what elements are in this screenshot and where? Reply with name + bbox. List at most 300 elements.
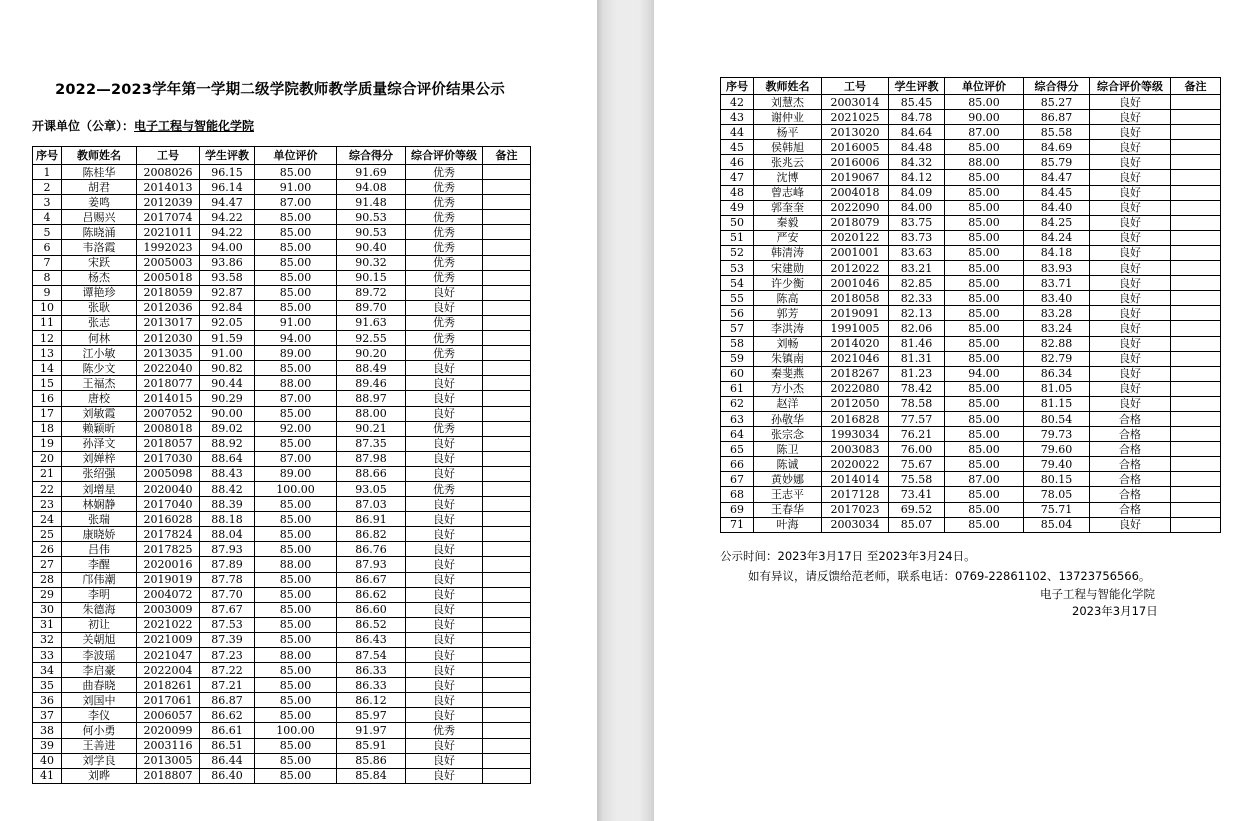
cell-remark [483, 587, 531, 602]
cell-unit-eval: 85.00 [255, 270, 337, 285]
cell-id: 2020122 [822, 230, 889, 245]
cell-grade: 良好 [1090, 291, 1171, 306]
cell-id: 2014020 [822, 336, 889, 351]
cell-name: 王志平 [754, 487, 822, 502]
cell-total-score: 91.97 [337, 723, 406, 738]
notice-objection: 如有异议，请反馈给范老师，联系电话：0769-22861102、13723756566。 [748, 569, 1151, 583]
cell-unit-eval: 94.00 [945, 366, 1024, 381]
cell-seq: 11 [33, 315, 62, 330]
cell-total-score: 86.34 [1024, 366, 1090, 381]
cell-total-score: 90.53 [337, 225, 406, 240]
cell-grade: 良好 [406, 708, 483, 723]
cell-name: 刘畅 [754, 336, 822, 351]
cell-student-eval: 94.47 [200, 195, 255, 210]
header-remark: 备注 [1171, 78, 1221, 95]
cell-seq: 57 [721, 321, 754, 336]
cell-name: 刘国中 [62, 693, 137, 708]
table-row [33, 527, 531, 542]
cell-seq: 69 [721, 502, 754, 517]
cell-student-eval: 88.43 [200, 466, 255, 481]
cell-student-eval: 89.02 [200, 421, 255, 436]
cell-id: 2021046 [822, 351, 889, 366]
cell-grade: 良好 [406, 376, 483, 391]
cell-remark [1171, 200, 1221, 215]
cell-name: 韩清涛 [754, 245, 822, 260]
cell-unit-eval: 85.00 [945, 261, 1024, 276]
cell-unit-eval: 85.00 [255, 693, 337, 708]
cell-total-score: 78.05 [1024, 487, 1090, 502]
cell-grade: 良好 [406, 678, 483, 693]
cell-remark [1171, 336, 1221, 351]
table-row [721, 351, 1221, 366]
cell-remark [483, 451, 531, 466]
cell-name: 宋跃 [62, 255, 137, 270]
header-total-score: 综合得分 [1024, 78, 1090, 95]
cell-id: 2005098 [137, 466, 200, 481]
cell-name: 谭艳珍 [62, 285, 137, 300]
cell-total-score: 88.66 [337, 466, 406, 481]
cell-student-eval: 96.15 [200, 165, 255, 180]
table-row [33, 391, 531, 406]
cell-unit-eval: 91.00 [255, 180, 337, 195]
cell-remark [483, 466, 531, 481]
cell-remark [483, 240, 531, 255]
cell-student-eval: 81.31 [889, 351, 945, 366]
cell-seq: 33 [33, 648, 62, 663]
cell-remark [483, 678, 531, 693]
cell-student-eval: 76.00 [889, 442, 945, 457]
cell-remark [483, 315, 531, 330]
cell-seq: 15 [33, 376, 62, 391]
cell-total-score: 86.52 [337, 617, 406, 632]
cell-seq: 8 [33, 270, 62, 285]
cell-unit-eval: 85.00 [255, 361, 337, 376]
cell-name: 张绍强 [62, 466, 137, 481]
table-row [33, 195, 531, 210]
table-row [33, 678, 531, 693]
cell-remark [483, 663, 531, 678]
table-row [721, 442, 1221, 457]
cell-student-eval: 82.13 [889, 306, 945, 321]
cell-name: 陈诚 [754, 457, 822, 472]
cell-student-eval: 75.67 [889, 457, 945, 472]
cell-seq: 58 [721, 336, 754, 351]
cell-unit-eval: 88.00 [945, 155, 1024, 170]
table-row [33, 180, 531, 195]
cell-remark [483, 406, 531, 421]
cell-unit-eval: 85.00 [255, 285, 337, 300]
cell-total-score: 81.15 [1024, 396, 1090, 411]
cell-seq: 67 [721, 472, 754, 487]
cell-seq: 54 [721, 276, 754, 291]
cell-id: 1993034 [822, 427, 889, 442]
table-row [721, 125, 1221, 140]
cell-name: 赖颖昕 [62, 421, 137, 436]
cell-student-eval: 86.87 [200, 693, 255, 708]
cell-seq: 51 [721, 230, 754, 245]
cell-total-score: 85.86 [337, 753, 406, 768]
table-row [33, 210, 531, 225]
table-row [721, 411, 1221, 426]
cell-remark [483, 331, 531, 346]
cell-remark [483, 557, 531, 572]
cell-total-score: 90.53 [337, 210, 406, 225]
cell-unit-eval: 87.00 [945, 472, 1024, 487]
cell-student-eval: 81.46 [889, 336, 945, 351]
cell-grade: 良好 [406, 451, 483, 466]
cell-unit-eval: 85.00 [255, 436, 337, 451]
cell-name: 李波瑶 [62, 648, 137, 663]
cell-grade: 良好 [1090, 321, 1171, 336]
cell-id: 1991005 [822, 321, 889, 336]
cell-grade: 良好 [406, 557, 483, 572]
cell-unit-eval: 85.00 [255, 663, 337, 678]
cell-seq: 47 [721, 170, 754, 185]
cell-grade: 优秀 [406, 723, 483, 738]
cell-seq: 26 [33, 542, 62, 557]
cell-unit-eval: 87.00 [255, 195, 337, 210]
cell-student-eval: 82.85 [889, 276, 945, 291]
cell-remark [1171, 427, 1221, 442]
cell-id: 2022090 [822, 200, 889, 215]
cell-grade: 良好 [1090, 200, 1171, 215]
cell-name: 唐校 [62, 391, 137, 406]
cell-name: 吕赐兴 [62, 210, 137, 225]
cell-name: 陈晓涌 [62, 225, 137, 240]
cell-unit-eval: 85.00 [945, 140, 1024, 155]
cell-id: 2013020 [822, 125, 889, 140]
cell-total-score: 83.40 [1024, 291, 1090, 306]
table-row [721, 502, 1221, 517]
cell-seq: 43 [721, 110, 754, 125]
cell-grade: 良好 [406, 285, 483, 300]
cell-grade: 良好 [1090, 110, 1171, 125]
table-row [33, 738, 531, 753]
cell-name: 张兆云 [754, 155, 822, 170]
cell-remark [483, 542, 531, 557]
table-row [33, 300, 531, 315]
cell-grade: 合格 [1090, 427, 1171, 442]
cell-remark [483, 270, 531, 285]
cell-seq: 7 [33, 255, 62, 270]
cell-unit-eval: 85.00 [945, 336, 1024, 351]
cell-name: 陈高 [754, 291, 822, 306]
cell-student-eval: 86.51 [200, 738, 255, 753]
cell-total-score: 86.12 [337, 693, 406, 708]
header-id: 工号 [137, 147, 200, 165]
cell-total-score: 84.18 [1024, 245, 1090, 260]
cell-remark [483, 225, 531, 240]
cell-grade: 良好 [406, 648, 483, 663]
cell-remark [1171, 261, 1221, 276]
table-header-row [721, 78, 1221, 95]
cell-remark [483, 165, 531, 180]
cell-id: 2018079 [822, 215, 889, 230]
cell-id: 2014015 [137, 391, 200, 406]
cell-name: 王福杰 [62, 376, 137, 391]
cell-total-score: 90.40 [337, 240, 406, 255]
cell-remark [483, 723, 531, 738]
unit-value: 电子工程与智能化学院 [134, 119, 255, 133]
cell-name: 严安 [754, 230, 822, 245]
table-row [33, 421, 531, 436]
table-row [33, 663, 531, 678]
cell-grade: 优秀 [406, 240, 483, 255]
cell-name: 王春华 [754, 502, 822, 517]
cell-seq: 53 [721, 261, 754, 276]
cell-id: 2019019 [137, 572, 200, 587]
cell-grade: 良好 [406, 497, 483, 512]
cell-seq: 21 [33, 466, 62, 481]
cell-total-score: 87.54 [337, 648, 406, 663]
cell-id: 2003116 [137, 738, 200, 753]
cell-remark [1171, 381, 1221, 396]
cell-seq: 6 [33, 240, 62, 255]
cell-grade: 优秀 [406, 210, 483, 225]
cell-seq: 49 [721, 200, 754, 215]
cell-remark [1171, 185, 1221, 200]
cell-student-eval: 94.22 [200, 210, 255, 225]
cell-student-eval: 92.05 [200, 315, 255, 330]
cell-seq: 14 [33, 361, 62, 376]
cell-remark [1171, 170, 1221, 185]
cell-total-score: 87.98 [337, 451, 406, 466]
cell-student-eval: 84.48 [889, 140, 945, 155]
cell-total-score: 85.84 [337, 768, 406, 783]
table-row [33, 557, 531, 572]
cell-student-eval: 88.42 [200, 481, 255, 496]
table-row [33, 693, 531, 708]
cell-id: 2019067 [822, 170, 889, 185]
cell-grade: 合格 [1090, 411, 1171, 426]
cell-id: 2005018 [137, 270, 200, 285]
header-remark: 备注 [483, 147, 531, 165]
cell-unit-eval: 85.00 [255, 497, 337, 512]
cell-remark [1171, 502, 1221, 517]
notice-period: 公示时间：2023年3月17日 至2023年3月24日。 [720, 549, 976, 563]
cell-grade: 良好 [406, 693, 483, 708]
table-row [721, 185, 1221, 200]
cell-seq: 50 [721, 215, 754, 230]
cell-unit-eval: 85.00 [945, 215, 1024, 230]
cell-id: 2016028 [137, 512, 200, 527]
cell-id: 2021025 [822, 110, 889, 125]
cell-total-score: 86.62 [337, 587, 406, 602]
cell-name: 刘敏霞 [62, 406, 137, 421]
cell-grade: 优秀 [406, 195, 483, 210]
cell-unit-eval: 85.00 [945, 487, 1024, 502]
cell-name: 黄妙娜 [754, 472, 822, 487]
cell-name: 曲春晓 [62, 678, 137, 693]
cell-remark [483, 512, 531, 527]
cell-total-score: 85.91 [337, 738, 406, 753]
cell-remark [483, 572, 531, 587]
cell-grade: 良好 [406, 587, 483, 602]
cell-name: 李启豪 [62, 663, 137, 678]
cell-name: 赵洋 [754, 396, 822, 411]
cell-id: 2016828 [822, 411, 889, 426]
cell-grade: 良好 [406, 361, 483, 376]
cell-grade: 良好 [1090, 230, 1171, 245]
table-row [33, 572, 531, 587]
cell-name: 刘增星 [62, 481, 137, 496]
cell-grade: 良好 [406, 436, 483, 451]
cell-remark [1171, 291, 1221, 306]
cell-seq: 3 [33, 195, 62, 210]
cell-seq: 30 [33, 602, 62, 617]
cell-student-eval: 88.04 [200, 527, 255, 542]
cell-id: 2021022 [137, 617, 200, 632]
cell-id: 2006057 [137, 708, 200, 723]
cell-id: 2013005 [137, 753, 200, 768]
cell-grade: 优秀 [406, 481, 483, 496]
cell-total-score: 85.27 [1024, 95, 1090, 110]
cell-seq: 22 [33, 481, 62, 496]
header-grade: 综合评价等级 [406, 147, 483, 165]
cell-id: 2017023 [822, 502, 889, 517]
cell-unit-eval: 85.00 [255, 255, 337, 270]
cell-unit-eval: 85.00 [255, 512, 337, 527]
cell-unit-eval: 87.00 [255, 451, 337, 466]
header-grade: 综合评价等级 [1090, 78, 1171, 95]
cell-total-score: 87.93 [337, 557, 406, 572]
table-row [33, 602, 531, 617]
cell-total-score: 91.48 [337, 195, 406, 210]
cell-total-score: 82.79 [1024, 351, 1090, 366]
cell-remark [1171, 457, 1221, 472]
cell-id: 2021009 [137, 632, 200, 647]
cell-name: 张瑞 [62, 512, 137, 527]
cell-grade: 合格 [1090, 487, 1171, 502]
table-row [721, 200, 1221, 215]
cell-student-eval: 87.67 [200, 602, 255, 617]
cell-remark [483, 648, 531, 663]
cell-unit-eval: 85.00 [255, 210, 337, 225]
cell-seq: 61 [721, 381, 754, 396]
cell-total-score: 93.05 [337, 481, 406, 496]
cell-unit-eval: 85.00 [945, 502, 1024, 517]
notice-college: 电子工程与智能化学院 [1040, 587, 1155, 601]
cell-seq: 37 [33, 708, 62, 723]
cell-student-eval: 75.58 [889, 472, 945, 487]
table-row [721, 245, 1221, 260]
cell-name: 王善进 [62, 738, 137, 753]
cell-id: 2019091 [822, 306, 889, 321]
table-row [33, 331, 531, 346]
cell-unit-eval: 100.00 [255, 481, 337, 496]
cell-grade: 良好 [406, 300, 483, 315]
cell-grade: 良好 [406, 753, 483, 768]
table-row [33, 376, 531, 391]
table-row [721, 336, 1221, 351]
table-row [33, 436, 531, 451]
cell-id: 2008026 [137, 165, 200, 180]
cell-seq: 66 [721, 457, 754, 472]
cell-unit-eval: 89.00 [255, 466, 337, 481]
cell-grade: 良好 [406, 542, 483, 557]
cell-student-eval: 87.39 [200, 632, 255, 647]
cell-remark [483, 527, 531, 542]
document-title: 2022—2023学年第一学期二级学院教师教学质量综合评价结果公示 [55, 82, 505, 98]
table-row [33, 165, 531, 180]
cell-grade: 优秀 [406, 315, 483, 330]
cell-grade: 良好 [1090, 351, 1171, 366]
cell-id: 2020022 [822, 457, 889, 472]
results-table-left [32, 146, 531, 784]
cell-seq: 2 [33, 180, 62, 195]
table-row [33, 648, 531, 663]
cell-unit-eval: 85.00 [255, 617, 337, 632]
cell-grade: 良好 [406, 617, 483, 632]
cell-remark [1171, 351, 1221, 366]
cell-id: 2003034 [822, 517, 889, 532]
cell-name: 谢仲业 [754, 110, 822, 125]
cell-remark [1171, 140, 1221, 155]
cell-unit-eval: 85.00 [945, 517, 1024, 532]
cell-total-score: 91.69 [337, 165, 406, 180]
table-row [721, 306, 1221, 321]
header-seq: 序号 [721, 78, 754, 95]
cell-total-score: 90.20 [337, 346, 406, 361]
cell-total-score: 80.15 [1024, 472, 1090, 487]
cell-unit-eval: 85.00 [945, 457, 1024, 472]
cell-grade: 良好 [1090, 245, 1171, 260]
cell-grade: 合格 [1090, 502, 1171, 517]
cell-unit-eval: 85.00 [945, 396, 1024, 411]
cell-id: 2016005 [822, 140, 889, 155]
cell-name: 姜鸣 [62, 195, 137, 210]
cell-unit-eval: 85.00 [945, 381, 1024, 396]
cell-seq: 65 [721, 442, 754, 457]
table-row [721, 517, 1221, 532]
cell-remark [1171, 245, 1221, 260]
cell-remark [1171, 442, 1221, 457]
cell-name: 李仪 [62, 708, 137, 723]
table-row [721, 457, 1221, 472]
cell-remark [483, 180, 531, 195]
cell-grade: 良好 [1090, 215, 1171, 230]
table-row [33, 753, 531, 768]
cell-name: 曾志峰 [754, 185, 822, 200]
cell-student-eval: 84.09 [889, 185, 945, 200]
cell-total-score: 84.25 [1024, 215, 1090, 230]
cell-unit-eval: 85.00 [255, 678, 337, 693]
cell-id: 2005003 [137, 255, 200, 270]
cell-student-eval: 87.70 [200, 587, 255, 602]
cell-student-eval: 90.82 [200, 361, 255, 376]
cell-student-eval: 87.53 [200, 617, 255, 632]
cell-grade: 优秀 [406, 421, 483, 436]
cell-student-eval: 93.86 [200, 255, 255, 270]
cell-id: 2012050 [822, 396, 889, 411]
cell-id: 2018807 [137, 768, 200, 783]
table-row [33, 512, 531, 527]
table-row [33, 406, 531, 421]
cell-student-eval: 76.21 [889, 427, 945, 442]
cell-name: 杨平 [754, 125, 822, 140]
cell-unit-eval: 85.00 [945, 306, 1024, 321]
cell-seq: 4 [33, 210, 62, 225]
cell-seq: 31 [33, 617, 62, 632]
header-unit-eval: 单位评价 [945, 78, 1024, 95]
cell-seq: 68 [721, 487, 754, 502]
cell-unit-eval: 90.00 [945, 110, 1024, 125]
cell-seq: 9 [33, 285, 62, 300]
cell-student-eval: 87.78 [200, 572, 255, 587]
cell-grade: 良好 [406, 466, 483, 481]
cell-name: 孙敬华 [754, 411, 822, 426]
cell-unit-eval: 85.00 [255, 738, 337, 753]
